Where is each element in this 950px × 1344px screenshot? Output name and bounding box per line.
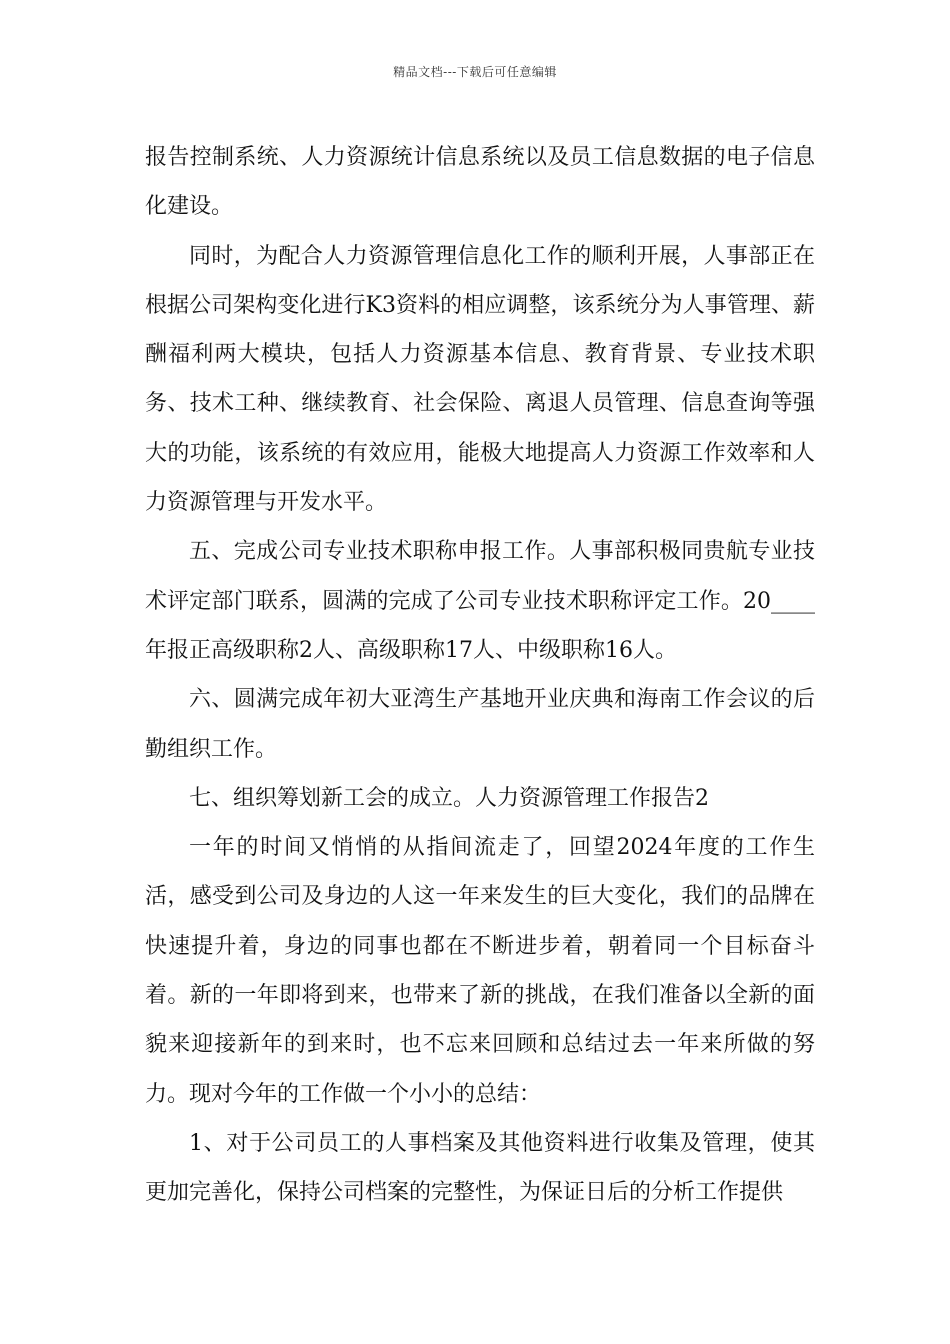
paragraph: 1、对于公司员工的人事档案及其他资料进行收集及管理，使其更加完善化，保持公司档案的完整性，为保证日后的分析工作提供 bbox=[145, 1130, 815, 1206]
paragraph: 六、圆满完成年初大亚湾生产基地开业庆典和海南工作会议的后勤组织工作。 bbox=[145, 687, 815, 762]
paragraph: 同时，为配合人力资源管理信息化工作的顺利开展，人事部正在根据公司架构变化进行K3资料的相应调整，该系统分为人事管理、薪酬福利两大模块，包括人力资源基本信息、教育背景、专业技术职务、技术工种、继续教育、社会保险、离退人员管理、信息查询等强大的功能，该系统的有效应用，能极大地提高人力资源工作效率和人力资源管理与开发水平。 bbox=[145, 243, 815, 516]
paragraph: 一年的时间又悄悄的从指间流走了，回望2024年度的工作生活，感受到公司及身边的人这一年来发生的巨大变化，我们的品牌在快速提升着，身边的同事也都在不断进步着，朝着同一个目标奋斗着。新的一年即将到来，也带来了新的挑战，在我们准备以全新的面貌来迎接新年的到来时，也不忘来回顾和总结过去一年来所做的努力。现对今年的工作做一个小小的总结： bbox=[145, 835, 815, 1107]
paragraph: 报告控制系统、人力资源统计信息系统以及员工信息数据的电子信息化建设。 bbox=[145, 145, 815, 220]
page-header: 精品文档---下载后可任意编辑 bbox=[393, 65, 557, 79]
document-body bbox=[145, 133, 815, 1218]
paragraph: 七、组织筹划新工会的成立。人力资源管理工作报告2 bbox=[189, 785, 709, 811]
paragraph: 五、完成公司专业技术职称申报工作。人事部积极同贵航专业技术评定部门联系，圆满的完成了公司专业技术职称评定工作。20____年报正高级职称2人、高级职称17人、中级职称16人。 bbox=[145, 539, 815, 663]
